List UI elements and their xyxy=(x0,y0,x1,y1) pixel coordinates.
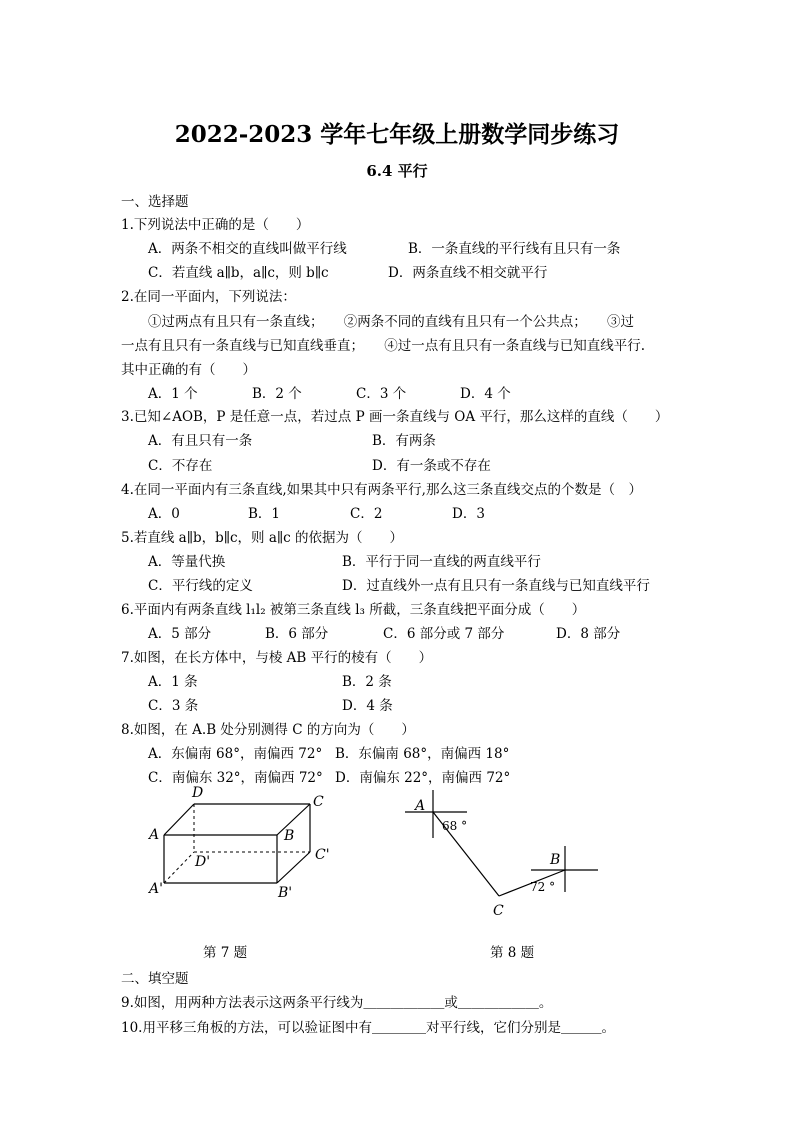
question-8-option-b: B．东偏南 68°，南偏西 18° xyxy=(335,746,510,762)
question-6-option-d: D．8 部分 xyxy=(556,626,621,642)
question-9: 9.如图，用两种方法表示这两条平行线为＿＿＿＿＿＿或＿＿＿＿＿＿。 xyxy=(121,995,553,1011)
question-1-option-d: D．两条直线不相交就平行 xyxy=(388,265,548,281)
edge-a1d1-hidden xyxy=(164,852,194,883)
page-subtitle: 6.4 平行 xyxy=(366,162,428,180)
question-2-stem: 2.在同一平面内，下列说法： xyxy=(121,289,296,305)
label-a: A xyxy=(415,798,426,814)
edge-ad xyxy=(164,804,194,835)
section-heading-fill: 二、填空题 xyxy=(121,971,189,987)
question-4-stem: 4.在同一平面内有三条直线,如果其中只有两条平行,那么这三条直线交点的个数是（ ） xyxy=(121,482,642,498)
figure-8-direction xyxy=(395,790,615,925)
question-2-option-a: A．1 个 xyxy=(148,386,198,402)
question-1-option-a: A．两条不相交的直线叫做平行线 xyxy=(148,241,347,257)
question-1-option-b: B．一条直线的平行线有且只有一条 xyxy=(408,241,621,257)
question-2-statements-line-2: 一点有且只有一条直线与已知直线垂直； ④过一点有且只有一条直线与已知直线平行. xyxy=(121,338,646,354)
question-4-option-d: D．3 xyxy=(452,506,485,522)
question-6-option-b: B．6 部分 xyxy=(265,626,329,642)
question-3-option-b: B．有两条 xyxy=(372,433,436,449)
question-6-option-c: C．6 部分或 7 部分 xyxy=(383,626,505,642)
question-2-statements-line-3: 其中正确的有（ ） xyxy=(121,362,256,378)
question-3-option-c: C．不存在 xyxy=(148,458,213,474)
question-2-statements-line-1: ①过两点有且只有一条直线； ②两条不同的直线有且只有一个公共点； ③过 xyxy=(148,314,634,330)
label-d: D xyxy=(192,785,204,801)
angle-72-label: 72 ° xyxy=(530,880,556,894)
label-b-prime: B' xyxy=(278,885,293,901)
figure-8-caption: 第 8 题 xyxy=(490,945,535,961)
question-4-option-c: C．2 xyxy=(350,506,383,522)
question-10: 10.用平移三角板的方法，可以验证图中有＿＿＿＿对平行线，它们分别是＿＿＿。 xyxy=(121,1020,615,1036)
question-2-option-c: C．3 个 xyxy=(356,386,407,402)
question-8-option-d: D．南偏东 22°，南偏西 72° xyxy=(335,770,511,786)
label-d-prime: D' xyxy=(195,854,211,870)
question-2-option-b: B．2 个 xyxy=(252,386,302,402)
figure-7-cuboid xyxy=(140,780,360,910)
question-5-option-c: C．平行线的定义 xyxy=(148,578,253,594)
question-5-option-d: D．过直线外一点有且只有一条直线与已知直线平行 xyxy=(342,578,650,594)
question-6-option-a: A．5 部分 xyxy=(148,626,212,642)
question-6-stem: 6.平面内有两条直线 l₁l₂ 被第三条直线 l₃ 所截，三条直线把平面分成（ ） xyxy=(121,602,586,618)
question-8-option-a: A．东偏南 68°，南偏西 72° xyxy=(148,746,323,762)
question-5-option-a: A．等量代换 xyxy=(148,554,226,570)
question-8-option-c: C．南偏东 32°，南偏西 72° xyxy=(148,770,323,786)
question-7-option-d: D．4 条 xyxy=(342,698,393,714)
question-4-option-b: B．1 xyxy=(248,506,281,522)
question-1-option-c: C．若直线 a∥b，a∥c，则 b∥c xyxy=(148,265,329,281)
question-7-option-a: A．1 条 xyxy=(148,674,198,690)
question-3-option-a: A．有且只有一条 xyxy=(148,433,253,449)
question-2-option-d: D．4 个 xyxy=(460,386,511,402)
question-8-stem: 8.如图，在 A.B 处分别测得 C 的方向为（ ） xyxy=(121,722,415,738)
question-7-option-b: B．2 条 xyxy=(342,674,392,690)
question-3-stem: 3.已知∠AOB，P 是任意一点，若过点 P 画一条直线与 OA 平行，那么这样的直线（ ） xyxy=(121,409,669,425)
label-b: B xyxy=(550,852,561,868)
label-c: C xyxy=(313,794,324,810)
label-c-prime: C' xyxy=(315,847,330,863)
angle-68-label: 68 ° xyxy=(442,819,468,833)
label-a-prime: A' xyxy=(149,881,163,897)
label-c: C xyxy=(493,903,504,919)
label-a: A xyxy=(149,827,160,843)
question-1-stem: 1.下列说法中正确的是（ ） xyxy=(121,217,310,233)
question-5-option-b: B．平行于同一直线的两直线平行 xyxy=(342,554,541,570)
page-title: 2022-2023 学年七年级上册数学同步练习 xyxy=(174,121,620,148)
edge-b1c1 xyxy=(277,852,310,883)
figure-7-caption: 第 7 题 xyxy=(203,945,248,961)
label-b: B xyxy=(284,828,295,844)
question-5-stem: 5.若直线 a∥b，b∥c，则 a∥c 的依据为（ ） xyxy=(121,530,403,546)
question-3-option-d: D．有一条或不存在 xyxy=(372,458,491,474)
question-7-option-c: C．3 条 xyxy=(148,698,199,714)
section-heading-choice: 一、选择题 xyxy=(121,194,189,210)
question-4-option-a: A．0 xyxy=(148,506,180,522)
question-7-stem: 7.如图，在长方体中，与棱 AB 平行的棱有（ ） xyxy=(121,650,433,666)
